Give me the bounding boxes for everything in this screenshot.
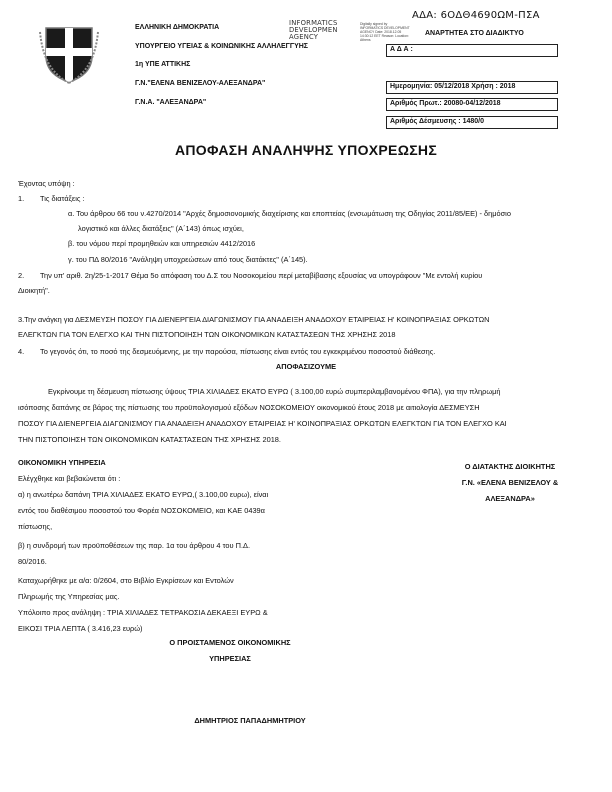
header-line-ministry: ΥΠΟΥΡΓΕΙΟ ΥΓΕΙΑΣ & ΚΟΙΝΩΝΙΚΗΣ ΑΛΛΗΛΕΓΓΥΗΣ: [135, 43, 309, 50]
date-box-text: Ημερομηνία: 05/12/2018 Χρήση : 2018: [390, 83, 516, 90]
financial-head-line2: ΥΠΗΡΕΣΙΑΣ: [209, 654, 251, 663]
item4-text: Το γεγονός ότι, το ποσό της δεσμευόμενης, με την παρούσα, πίστωσης είναι εντός του εγκεκριμένου ποσοστού διάθεσης.: [40, 347, 436, 356]
remaining-line2: ΕΙΚΟΣΙ ΤΡΙΑ ΛΕΠΤΑ ( 3.416,23 ευρώ): [18, 624, 143, 633]
item1-text: Τις διατάξεις :: [40, 194, 85, 203]
financial-head-signer: ΔΗΜΗΤΡΙΟΣ ΠΑΠΑΔΗΜΗΤΡΙΟΥ: [194, 716, 306, 725]
protocol-box: [386, 98, 558, 111]
item1c: γ. του ΠΔ 80/2016 "Ανάληψη υποχρεώσεων από τους διατάκτες" (Α΄145).: [68, 255, 308, 264]
date-box: [386, 81, 558, 94]
posting-label: ΑΝΑΡΤΗΤΕΑ ΣΤΟ ΔΙΑΔΙΚΤΥΟ: [425, 30, 524, 37]
signature-stamp-line3: AGENCY: [289, 33, 319, 42]
remaining-line1: Υπόλοιπο προς ανάληψη : ΤΡΙΑ ΧΙΛΙΑΔΕΣ ΤΕΤΡΑΚΟΣΙΑ ΔΕΚΑΕΞΙ ΕΥΡΩ &: [18, 608, 268, 617]
decision-line3: ΠΟΣΟΥ ΓΙΑ ΔΙΕΝΕΡΓΕΙΑ ΔΙΑΓΩΝΙΣΜΟΥ ΓΙΑ ΑΝΑΔΕΙΞΗ ΑΝΑΔΟΧΟΥ ΕΤΑΙΡΕΙΑΣ Η' ΚΟΙΝΟΠΡΑΞΙΑΣ ΟΡΚΩΤΩΝ ΕΛΕΓΚΤΩΝ ΓΙΑ ΤΟΝ ΕΛΕΓΧΟ ΚΑΙ: [18, 419, 507, 428]
registration-line1: Καταχωρήθηκε με α/α: 0/2604, στο Βιβλίο Εγκρίσεων και Εντολών: [18, 576, 234, 585]
header-line-hospital: Γ.Ν."ΕΛΕΝΑ ΒΕΝΙΖΕΛΟΥ-ΑΛΕΞΑΝΔΡΑ": [135, 80, 266, 87]
ada-box: [386, 44, 558, 57]
decision-line1: Εγκρίνουμε τη δέσμευση πίστωσης ύψους ΤΡΙΑ ΧΙΛΙΑΔΕΣ ΕΚΑΤΟ ΕΥΡΩ ( 3.100,00 ευρώ συμπεριλαμβανομένου ΦΠΑ), για την πληρωμή: [48, 387, 501, 396]
item3-line2: ΕΛΕΓΚΤΩΝ ΓΙΑ ΤΟΝ ΕΛΕΓΧΟ ΚΑΙ ΤΗΝ ΠΙΣΤΟΠΟΙΗΣΗ ΤΩΝ ΟΙΚΟΝΟΜΙΚΩΝ ΚΑΤΑΣΤΑΣΕΩΝ ΤΗΣ ΧΡΗΣΗΣ 2018: [18, 330, 396, 339]
checked-statement: Ελέγχθηκε και βεβαιώνεται ότι :: [18, 474, 121, 483]
check-a-line3: πίστωσης,: [18, 522, 53, 531]
signature-stamp-line1: INFORMATICS: [289, 19, 338, 27]
item4-number: 4.: [18, 347, 25, 356]
protocol-box-text: Αριθμός Πρωτ.: 20080-04/12/2018: [390, 100, 501, 107]
item1-number: 1.: [18, 194, 25, 203]
item2-line1: Την υπ' αριθ. 2η/25-1-2017 Θέμα 5ο απόφαση του Δ.Σ του Νοσοκομείου περί μεταβίβασης εξουσίας να υπογράφουν "Με εντολή κυρίου: [40, 271, 483, 280]
header-line-ype: 1η ΥΠΕ ΑΤΤΙΚΗΣ: [135, 61, 191, 68]
item2-number: 2.: [18, 271, 25, 280]
check-a-line2: εντός του διαθέσιμου ποσοστού του Φορέα ΝΟΣΟΚΟΜΕΙΟ, και ΚΑΕ 0439α: [18, 506, 265, 515]
director-line1: Ο ΔΙΑΤΑΚΤΗΣ ΔΙΟΙΚΗΤΗΣ: [464, 462, 556, 471]
decision-line4: ΤΗΝ ΠΙΣΤΟΠΟΙΗΣΗ ΤΩΝ ΟΙΚΟΝΟΜΙΚΩΝ ΚΑΤΑΣΤΑΣΕΩΝ ΤΗΣ ΧΡΗΣΗΣ 2018.: [18, 435, 281, 444]
header-line-republic: ΕΛΛΗΝΙΚΗ ΔΗΜΟΚΡΑΤΙΑ: [135, 24, 220, 31]
check-a-line1: α) η ανωτέρω δαπάνη ΤΡΙΑ ΧΙΛΙΑΔΕΣ ΕΚΑΤΟ ΕΥΡΩ,( 3.100,00 ευρω), είναι: [18, 490, 269, 499]
item1b: β. του νόμου περί προμηθειών και υπηρεσιών 4412/2016: [68, 239, 256, 248]
signature-stamp-details: Digitally signed by INFORMATICS DEVELOPMENT AGENCY Date: 2018.12.05 14:30:12 EET Reason: Location: Athens: [360, 22, 410, 42]
digital-signature-stamp: [289, 20, 359, 42]
item1a-line2: λογιστικό και άλλες διατάξεις" (Α΄143) όπως ισχύει,: [78, 224, 244, 233]
having-in-view: Έχοντας υπόψη :: [18, 179, 75, 188]
signature-stamp-line2: DEVELOPMEN: [289, 26, 338, 35]
item2-line2: Διοικητή".: [18, 286, 50, 295]
check-b-line1: β) η συνδρομή των προϋποθέσεων της παρ. 1α του άρθρου 4 του Π.Δ.: [18, 541, 250, 550]
financial-head-line1: Ο ΠΡΟΙΣΤΑΜΕΝΟΣ ΟΙΚΟΝΟΜΙΚΗΣ: [169, 638, 291, 647]
item1a-line1: α. Του άρθρου 66 του ν.4270/2014 "Αρχές δημοσιονομικής διαχείρισης και εποπτείας (ενσωμάτωση της Οδηγίας 2011/85/ΕΕ) - δημόσιο: [68, 209, 511, 218]
greek-emblem-logo: [38, 22, 100, 84]
item3-line1: 3.Την ανάγκη για ΔΕΣΜΕΥΣΗ ΠΟΣΟΥ ΓΙΑ ΔΙΕΝΕΡΓΕΙΑ ΔΙΑΓΩΝΙΣΜΟΥ ΓΙΑ ΑΝΑΔΕΙΞΗ ΑΝΑΔΟΧΟΥ ΕΤΑΙΡΕΙΑΣ Η' ΚΟΙΝΟΠΡΑΞΙΑΣ ΟΡΚΩΤΩΝ: [18, 315, 490, 324]
decide-heading: ΑΠΟΦΑΣΙΖΟΥΜΕ: [275, 362, 337, 371]
document-title: ΑΠΟΦΑΣΗ ΑΝΑΛΗΨΗΣ ΥΠΟΧΡΕΩΣΗΣ: [174, 142, 438, 158]
commitment-box-text: Αριθμός Δέσμευσης : 1480/0: [390, 118, 484, 125]
financial-service-heading: ΟΙΚΟΝΟΜΙΚΗ ΥΠΗΡΕΣΙΑ: [18, 458, 106, 467]
commitment-box: [386, 116, 558, 129]
ada-box-label: Α Δ Α :: [390, 46, 413, 53]
check-b-line2: 80/2016.: [18, 557, 47, 566]
registration-line2: Πληρωμής της Υπηρεσίας μας.: [18, 592, 120, 601]
decision-line2: ισόποσης δαπάνης σε βάρος της πίστωσης του προϋπολογισμού εξόδων ΝΟΣΟΚΟΜΕΙΟΥ οικονομικού έτους 2018 με αιτιολογία ΔΕΣΜΕΥΣΗ: [18, 403, 480, 412]
header-line-gna: Γ.Ν.Α. "ΑΛΕΞΑΝΔΡΑ": [135, 99, 207, 106]
ada-header: ΑΔΑ: 6ΟΔΘ4690ΩΜ-ΠΣΑ: [412, 10, 540, 21]
director-line3: ΑΛΕΞΑΝΔΡΑ»: [485, 494, 535, 503]
director-line2: Γ.Ν. «ΕΛΕΝΑ ΒΕΝΙΖΕΛΟΥ &: [461, 478, 559, 487]
